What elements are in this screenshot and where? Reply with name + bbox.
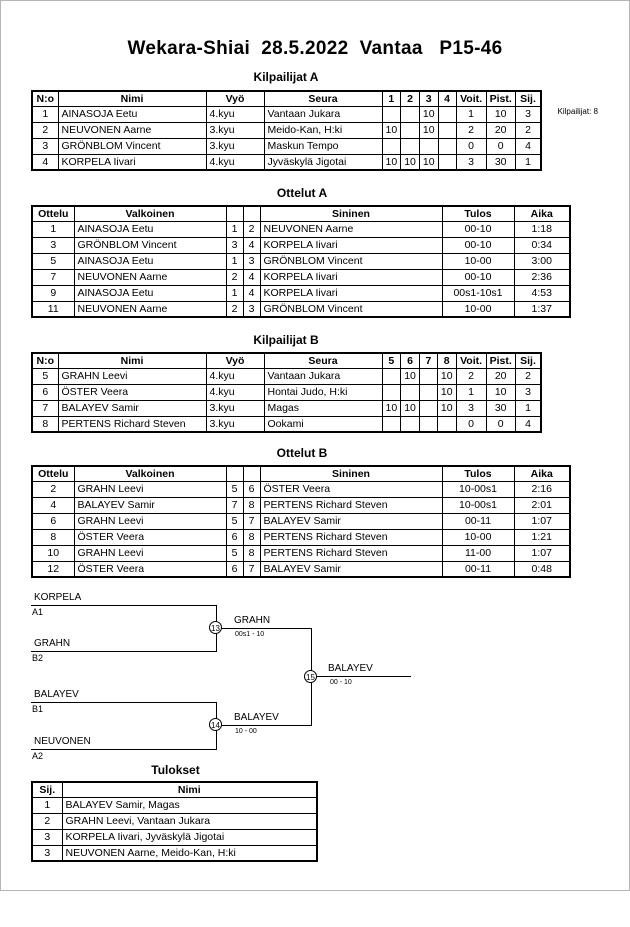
table-cell: 6 — [226, 529, 243, 545]
table-ottelut-b — [31, 465, 571, 578]
final-winner-name: BALAYEV — [328, 663, 373, 674]
table-cell: BALAYEV Samir, Magas — [62, 797, 317, 813]
table-cell: 12 — [32, 561, 74, 577]
match-13-badge: 13 — [209, 621, 222, 634]
section-heading-kilpailijat-a: Kilpailijat A — [253, 70, 319, 84]
column-header: 5 — [382, 353, 401, 368]
table-cell: GRAHN Leevi — [74, 545, 226, 561]
table-cell: 4 — [243, 237, 260, 253]
table-cell: 3 — [226, 237, 243, 253]
column-header: 1 — [382, 91, 401, 106]
table-cell: 2 — [515, 122, 541, 138]
table-cell: Hontai Judo, H:ki — [264, 384, 382, 400]
header-row — [32, 206, 570, 221]
table-cell: 1:07 — [514, 545, 570, 561]
table-cell: 5 — [32, 368, 58, 384]
table-cell: 6 — [32, 384, 58, 400]
table-cell: 2:16 — [514, 481, 570, 497]
table-cell: Magas — [264, 400, 382, 416]
bracket-slot-name-2: GRAHN — [34, 638, 71, 649]
column-header: 6 — [401, 353, 420, 368]
table-cell: 0 — [456, 138, 486, 154]
column-header: 4 — [438, 91, 456, 106]
table-cell: 10 — [419, 122, 438, 138]
table-cell: 6 — [32, 513, 74, 529]
table-cell: 0 — [456, 416, 486, 432]
table-cell: 3 — [243, 253, 260, 269]
table-cell — [382, 384, 401, 400]
bracket-slot-name-1: KORPELA — [34, 592, 82, 603]
table-cell: 2:36 — [514, 269, 570, 285]
table-cell: 10 — [419, 106, 438, 122]
table-cell: 4 — [32, 154, 58, 170]
table-cell: 4.kyu — [206, 106, 264, 122]
table-cell: 1:37 — [514, 301, 570, 317]
table-cell — [401, 106, 420, 122]
table-cell: 3.kyu — [206, 138, 264, 154]
table-cell: PERTENS Richard Steven — [260, 545, 442, 561]
table-row — [32, 529, 570, 545]
table-row — [32, 400, 541, 416]
table-cell: 1 — [456, 106, 486, 122]
header-row — [32, 91, 541, 106]
table-cell: NEUVONEN Aarne — [74, 301, 226, 317]
table-cell: 3:00 — [514, 253, 570, 269]
table-cell: ÖSTER Veera — [58, 384, 206, 400]
table-row — [32, 384, 541, 400]
column-header — [226, 206, 243, 221]
table-cell: NEUVONEN Aarne — [74, 269, 226, 285]
bracket-winner-line-sf1 — [216, 628, 312, 629]
sf1-winner-name: GRAHN — [234, 615, 271, 626]
bracket-slot-line-4 — [31, 749, 216, 750]
table-kilpailijat-a — [31, 90, 542, 171]
table-cell: NEUVONEN Aarne — [58, 122, 206, 138]
table-cell: 2 — [226, 269, 243, 285]
table-cell: 2:01 — [514, 497, 570, 513]
column-header: Ottelu — [32, 466, 74, 481]
column-header: Vyö — [206, 353, 264, 368]
table-row — [32, 285, 570, 301]
table-cell — [419, 384, 437, 400]
table-cell: BALAYEV Samir — [58, 400, 206, 416]
table-row — [32, 497, 570, 513]
table-cell: 5 — [226, 513, 243, 529]
column-header — [243, 206, 260, 221]
bracket-slot-line-2 — [31, 651, 216, 652]
table-cell: 0 — [486, 416, 515, 432]
table-cell: 1 — [226, 221, 243, 237]
table-row — [32, 253, 570, 269]
table-cell — [401, 122, 420, 138]
table-cell: 8 — [243, 529, 260, 545]
table-cell: 7 — [243, 513, 260, 529]
table-cell: 3 — [456, 400, 486, 416]
table-cell: 1 — [515, 154, 541, 170]
table-row — [32, 106, 541, 122]
table-row — [32, 813, 317, 829]
table-cell: 1:21 — [514, 529, 570, 545]
table-cell: 5 — [32, 253, 74, 269]
table-cell: 4.kyu — [206, 368, 264, 384]
table-cell — [401, 416, 420, 432]
table-cell: 10 — [382, 154, 401, 170]
table-cell: 5 — [226, 481, 243, 497]
column-header: 8 — [437, 353, 456, 368]
table-cell: 3 — [32, 237, 74, 253]
column-header: Nimi — [58, 353, 206, 368]
column-header: Voit. — [456, 353, 486, 368]
table-row — [32, 301, 570, 317]
table-cell: 9 — [32, 285, 74, 301]
bracket-slot-line-3 — [31, 702, 216, 703]
table-kilpailijat-b — [31, 352, 542, 433]
table-cell — [419, 368, 437, 384]
table-cell: 3 — [32, 845, 62, 861]
table-cell: 20 — [486, 122, 515, 138]
header-row — [32, 466, 570, 481]
table-row — [32, 237, 570, 253]
table-cell: GRÖNBLOM Vincent — [260, 253, 442, 269]
table-cell: 4 — [515, 138, 541, 154]
table-cell: 10 — [401, 400, 420, 416]
table-cell: 4:53 — [514, 285, 570, 301]
table-cell: KORPELA Iivari — [260, 285, 442, 301]
table-cell — [419, 416, 437, 432]
table-cell: 0:34 — [514, 237, 570, 253]
table-cell: 11 — [32, 301, 74, 317]
table-cell: 4.kyu — [206, 384, 264, 400]
table-cell: GRÖNBLOM Vincent — [260, 301, 442, 317]
table-cell: KORPELA Iivari — [58, 154, 206, 170]
table-tulokset — [31, 781, 318, 862]
table-cell: ÖSTER Veera — [260, 481, 442, 497]
results-page — [1, 38, 629, 927]
table-cell: NEUVONEN Aarne — [260, 221, 442, 237]
column-header: Pist. — [486, 353, 515, 368]
section-heading-tulokset: Tulokset — [151, 763, 200, 777]
table-cell — [438, 106, 456, 122]
bracket-slot-name-4: NEUVONEN — [34, 736, 91, 747]
column-header: Nimi — [62, 782, 317, 797]
table-cell: 1 — [456, 384, 486, 400]
table-cell: Vantaan Jukara — [264, 106, 382, 122]
final-score: 00 - 10 — [330, 679, 352, 686]
table-cell: 2 — [32, 481, 74, 497]
finals-bracket — [1, 588, 630, 760]
column-header: 3 — [419, 91, 438, 106]
column-header — [226, 466, 243, 481]
header-row — [32, 782, 317, 797]
table-cell: 3 — [243, 301, 260, 317]
table-cell: 0 — [486, 138, 515, 154]
column-header: Nimi — [58, 91, 206, 106]
table-cell: AINASOJA Eetu — [74, 253, 226, 269]
table-cell: BALAYEV Samir — [74, 497, 226, 513]
bracket-winner-line-sf2 — [216, 725, 312, 726]
table-cell: 8 — [32, 529, 74, 545]
table-cell: 10 — [382, 122, 401, 138]
column-header: Voit. — [456, 91, 486, 106]
table-cell: 2 — [456, 368, 486, 384]
table-cell: BALAYEV Samir — [260, 513, 442, 529]
table-cell: 1 — [32, 221, 74, 237]
table-cell — [419, 138, 438, 154]
table-row — [32, 797, 317, 813]
table-cell: 10 — [401, 154, 420, 170]
table-cell: 2 — [515, 368, 541, 384]
table-cell — [438, 122, 456, 138]
table-cell: 10 — [32, 545, 74, 561]
header-row — [32, 353, 541, 368]
table-cell: 4 — [243, 269, 260, 285]
table-cell: AINASOJA Eetu — [74, 221, 226, 237]
column-header: 7 — [419, 353, 437, 368]
table-cell: PERTENS Richard Steven — [260, 497, 442, 513]
table-cell: ÖSTER Veera — [74, 561, 226, 577]
table-cell: GRAHN Leevi, Vantaan Jukara — [62, 813, 317, 829]
bracket-slot-seed-2: B2 — [32, 653, 44, 663]
table-row — [32, 154, 541, 170]
sf2-winner-name: BALAYEV — [234, 712, 279, 723]
column-header: Seura — [264, 353, 382, 368]
sf1-score: 00s1 - 10 — [235, 631, 265, 638]
column-header: Aika — [514, 466, 570, 481]
table-cell: 10-00 — [442, 529, 514, 545]
table-cell: 30 — [486, 154, 515, 170]
table-cell: 6 — [243, 481, 260, 497]
column-header: N:o — [32, 91, 58, 106]
table-cell: 3 — [515, 106, 541, 122]
table-cell: Maskun Tempo — [264, 138, 382, 154]
table-cell: KORPELA Iivari — [260, 269, 442, 285]
table-cell: 5 — [226, 545, 243, 561]
section-heading-ottelut-b: Ottelut B — [276, 446, 328, 460]
section-heading-kilpailijat-b: Kilpailijat B — [253, 333, 319, 347]
table-cell: 2 — [243, 221, 260, 237]
sf2-score: 10 - 00 — [235, 728, 257, 735]
table-cell: 1:07 — [514, 513, 570, 529]
table-cell: 10 — [486, 106, 515, 122]
table-cell — [438, 154, 456, 170]
table-cell: 10 — [401, 368, 420, 384]
match-15-badge: 15 — [304, 670, 317, 683]
table-cell — [419, 400, 437, 416]
table-cell — [382, 138, 401, 154]
table-cell: 10-00 — [442, 301, 514, 317]
column-header: Sij. — [515, 353, 541, 368]
table-cell: 7 — [32, 269, 74, 285]
table-cell: 10 — [437, 368, 456, 384]
table-row — [32, 138, 541, 154]
table-row — [32, 545, 570, 561]
table-cell: 1 — [226, 253, 243, 269]
table-row — [32, 481, 570, 497]
table-cell: 4 — [32, 497, 74, 513]
table-cell: PERTENS Richard Steven — [260, 529, 442, 545]
section-heading-ottelut-a: Ottelut A — [276, 186, 328, 200]
table-cell: KORPELA Iivari — [260, 237, 442, 253]
bracket-slot-name-3: BALAYEV — [34, 689, 79, 700]
table-cell: BALAYEV Samir — [260, 561, 442, 577]
column-header — [243, 466, 260, 481]
table-cell: Jyväskylä Jigotai — [264, 154, 382, 170]
table-cell: GRÖNBLOM Vincent — [58, 138, 206, 154]
table-cell: Ookami — [264, 416, 382, 432]
table-cell: 1 — [32, 106, 58, 122]
bracket-slot-seed-3: B1 — [32, 704, 44, 714]
column-header: N:o — [32, 353, 58, 368]
table-cell: 7 — [226, 497, 243, 513]
column-header: Ottelu — [32, 206, 74, 221]
table-cell: 1:18 — [514, 221, 570, 237]
table-cell: 10 — [437, 400, 456, 416]
table-cell: 10-00 — [442, 253, 514, 269]
table-cell: 00s1-10s1 — [442, 285, 514, 301]
table-cell: 3.kyu — [206, 400, 264, 416]
column-header: Tulos — [442, 206, 514, 221]
table-cell: 10-00s1 — [442, 497, 514, 513]
table-cell: 00-11 — [442, 561, 514, 577]
table-cell — [382, 416, 401, 432]
column-header: Seura — [264, 91, 382, 106]
table-cell: 11-00 — [442, 545, 514, 561]
table-cell: 8 — [32, 416, 58, 432]
table-cell: 10 — [382, 400, 401, 416]
table-cell: GRAHN Leevi — [58, 368, 206, 384]
column-header: Aika — [514, 206, 570, 221]
table-cell: 1 — [226, 285, 243, 301]
table-row — [32, 122, 541, 138]
table-cell: ÖSTER Veera — [74, 529, 226, 545]
table-row — [32, 561, 570, 577]
column-header: Pist. — [486, 91, 515, 106]
bracket-slot-seed-4: A2 — [32, 751, 44, 761]
table-cell: 10 — [437, 384, 456, 400]
table-cell — [382, 368, 401, 384]
table-cell: Meido-Kan, H:ki — [264, 122, 382, 138]
table-cell: 2 — [226, 301, 243, 317]
table-row — [32, 416, 541, 432]
column-header: Valkoinen — [74, 206, 226, 221]
column-header: Valkoinen — [74, 466, 226, 481]
table-cell: AINASOJA Eetu — [58, 106, 206, 122]
table-cell: 00-10 — [442, 221, 514, 237]
table-row — [32, 269, 570, 285]
table-cell: Vantaan Jukara — [264, 368, 382, 384]
table-cell: 2 — [456, 122, 486, 138]
competitors-count: Kilpailijat: 8 — [557, 107, 598, 116]
table-cell: 3 — [32, 829, 62, 845]
table-cell: 1 — [32, 797, 62, 813]
bracket-slot-seed-1: A1 — [32, 607, 44, 617]
table-row — [32, 829, 317, 845]
table-cell: 7 — [32, 400, 58, 416]
table-cell: 2 — [32, 813, 62, 829]
table-cell: 00-10 — [442, 269, 514, 285]
table-cell: 3 — [456, 154, 486, 170]
table-cell: 8 — [243, 497, 260, 513]
table-cell: PERTENS Richard Steven — [58, 416, 206, 432]
table-row — [32, 221, 570, 237]
column-header: 2 — [401, 91, 420, 106]
table-cell: 00-10 — [442, 237, 514, 253]
table-cell: NEUVONEN Aarne, Meido-Kan, H:ki — [62, 845, 317, 861]
table-cell: 4.kyu — [206, 154, 264, 170]
table-cell: GRAHN Leevi — [74, 481, 226, 497]
table-cell — [382, 106, 401, 122]
table-cell: GRAHN Leevi — [74, 513, 226, 529]
bracket-slot-line-1 — [31, 605, 216, 606]
table-cell — [401, 138, 420, 154]
table-cell: 2 — [32, 122, 58, 138]
table-cell: 4 — [515, 416, 541, 432]
table-cell: KORPELA Iivari, Jyväskylä Jigotai — [62, 829, 317, 845]
table-cell: 6 — [226, 561, 243, 577]
table-cell: 20 — [486, 368, 515, 384]
column-header: Sininen — [260, 466, 442, 481]
table-cell: 4 — [243, 285, 260, 301]
table-cell: 7 — [243, 561, 260, 577]
table-cell: 30 — [486, 400, 515, 416]
table-cell: AINASOJA Eetu — [74, 285, 226, 301]
table-cell: 10-00s1 — [442, 481, 514, 497]
column-header: Sininen — [260, 206, 442, 221]
column-header: Tulos — [442, 466, 514, 481]
table-cell: 00-11 — [442, 513, 514, 529]
table-cell: 3 — [32, 138, 58, 154]
table-cell: 10 — [419, 154, 438, 170]
table-cell: 3.kyu — [206, 122, 264, 138]
column-header: Sij. — [32, 782, 62, 797]
table-cell: 0:48 — [514, 561, 570, 577]
table-cell: 8 — [243, 545, 260, 561]
page-title: Wekara-Shiai 28.5.2022 Vantaa P15-46 — [127, 38, 503, 59]
table-cell — [438, 138, 456, 154]
column-header: Vyö — [206, 91, 264, 106]
match-14-badge: 14 — [209, 718, 222, 731]
column-header: Sij. — [515, 91, 541, 106]
table-row — [32, 513, 570, 529]
table-cell: 1 — [515, 400, 541, 416]
table-row — [32, 368, 541, 384]
table-row — [32, 845, 317, 861]
bracket-winner-line-final — [311, 676, 411, 677]
table-cell: 3.kyu — [206, 416, 264, 432]
table-ottelut-a — [31, 205, 571, 318]
table-cell — [401, 384, 420, 400]
table-cell: 10 — [486, 384, 515, 400]
table-cell: GRÖNBLOM Vincent — [74, 237, 226, 253]
table-cell: 3 — [515, 384, 541, 400]
table-cell — [437, 416, 456, 432]
